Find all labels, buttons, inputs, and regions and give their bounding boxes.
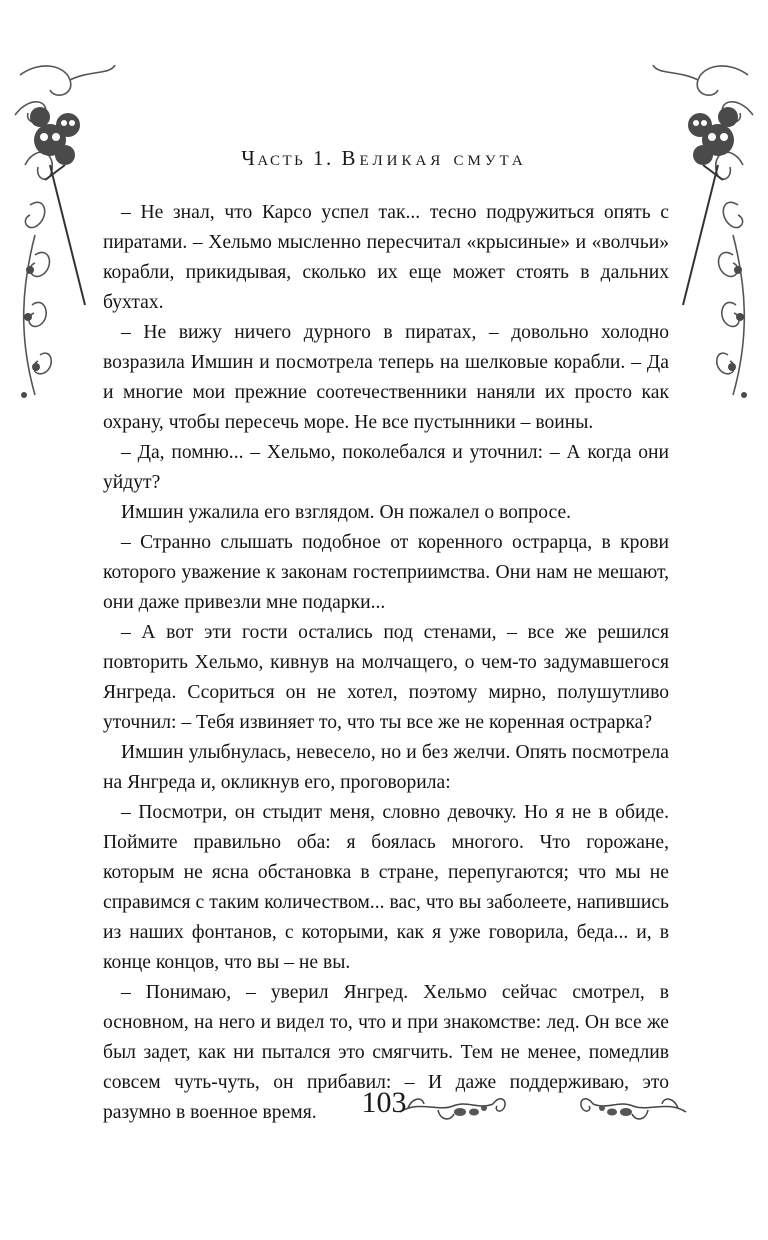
paragraph: Имшин ужалила его взглядом. Он пожалел о вопросе. (121, 502, 572, 523)
paragraph: Имшин улыбнулась, невесело, но и без желчи. Опять посмотрела на Янгреда и, окликнув его, проговорила: (103, 742, 669, 793)
paragraph: – А вот эти гости остались под стенами, – все же решился повторить Хельмо, кивнув на молчащего, о чем-то задумавшегося Янгреда. Ссориться он не хотел, поэтому мирно, полушутливо уточнил: – Тебя извиняет то, что ты все же не коренная острарка? (103, 622, 669, 733)
paragraph: – Посмотри, он стыдит меня, словно девочку. Но я не в обиде. Поймите правильно оба: я боялась многого. Что горожане, которым не ясна обстановка в стране, перепугаются; что мы не справимся с таким количеством... вас, что вы заболеете, напившись из наших фонтанов, с которыми, как я уже говорила, беда... и, в конце концов, что вы – не вы. (103, 802, 669, 973)
paragraph: – Да, помню... – Хельмо, поколебался и уточнил: – А когда они уйдут? (103, 442, 669, 493)
running-head (0, 146, 768, 171)
folio-ornament-right (576, 1082, 688, 1128)
page-number: 103 (361, 1086, 407, 1119)
running-head-part: Часть 1. (241, 146, 334, 170)
body-text (103, 198, 669, 1128)
paragraph: – Не знал, что Карсо успел так... тесно подружиться опять с пиратами. – Хельмо мысленно пересчитал «крысиные» и «волчьи» корабли, прикидывая, сколько их еще может стоять в дальних бухтах. (103, 202, 669, 313)
paragraph: – Странно слышать подобное от коренного острарца, в крови которого уважение к законам гостеприимства. Они нам не мешают, они даже привезли мне подарки... (103, 532, 669, 613)
paragraph: – Не вижу ничего дурного в пиратах, – довольно холодно возразила Имшин и посмотрела теперь на шелковые корабли. – Да и многие мои прежние соотечественники наняли их просто как охрану, чтобы пересечь море. Не все пустынники – воины. (103, 322, 669, 433)
running-head-title: Великая смута (341, 146, 527, 170)
folio (0, 1082, 768, 1128)
paragraph: – Понимаю, – уверил Янгред. Хельмо сейчас смотрел, в основном, на него и видел то, что и при знакомстве: лед. Он все же был задет, как ни пытался это смягчить. Тем не менее, помедлив совсем чуть-чуть, он прибавил: – И даже поддерживаю, это разумно в военное время. (103, 982, 669, 1123)
